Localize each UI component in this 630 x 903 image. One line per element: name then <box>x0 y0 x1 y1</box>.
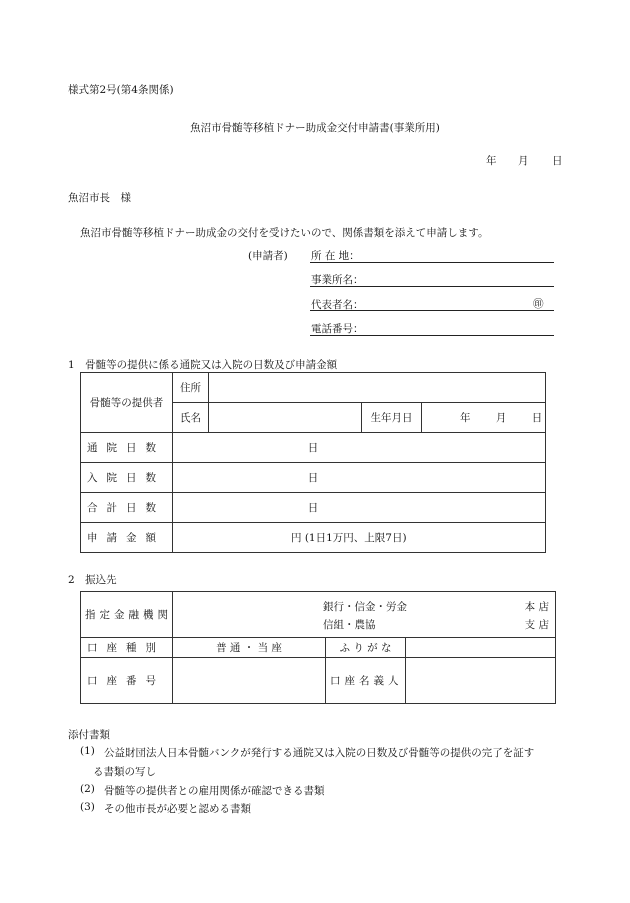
phone-field[interactable] <box>310 335 554 336</box>
address-label: 所 在 地： <box>311 250 360 262</box>
account-holder-label: 口座名義人 <box>326 658 406 704</box>
donor-table <box>80 372 546 553</box>
requested-amount-label: 申請金額 <box>81 523 173 553</box>
donor-name-cell[interactable] <box>209 403 362 433</box>
attachment-3-text: その他市長が必要と認める書類 <box>104 803 251 815</box>
account-type-cell[interactable]: 普 通 ・ 当 座 <box>173 638 326 658</box>
representative-label: 代表者名： <box>311 299 364 311</box>
furigana-cell[interactable] <box>406 638 556 658</box>
account-number-cell[interactable] <box>173 658 326 704</box>
birth-day: 日 <box>531 412 543 424</box>
section2-heading: 2 振込先 <box>68 574 117 586</box>
total-days-cell[interactable]: 日 <box>173 493 546 523</box>
representative-field[interactable] <box>310 310 554 311</box>
account-number-label: 口座番号 <box>81 658 173 704</box>
addressee: 魚沼市長 様 <box>68 192 131 204</box>
attachment-1-num: (1) <box>80 745 95 757</box>
form-number: 様式第2号(第4条関係) <box>68 84 174 96</box>
date-month[interactable]: 月 <box>518 155 529 167</box>
attachment-2-text: 骨髄等の提供者との雇用関係が確認できる書類 <box>104 785 325 797</box>
address-field[interactable] <box>310 262 554 263</box>
applicant-label: (申請者) <box>248 250 288 262</box>
birth-month: 月 <box>495 412 507 424</box>
date-day[interactable]: 日 <box>552 155 563 167</box>
birth-date-cell[interactable] <box>422 403 546 433</box>
attachment-1-text: 公益財団法人日本骨髄バンクが発行する通院又は入院の日数及び骨髄等の提供の完了を証す <box>104 747 535 759</box>
attachment-1-cont: る書類の写し <box>93 766 156 778</box>
bank-name-cell[interactable] <box>173 592 556 638</box>
seal-mark: ㊞ <box>533 298 544 310</box>
head-office-label: 本 店 <box>524 601 550 613</box>
office-label: 事業所名： <box>311 274 364 286</box>
requested-amount-cell[interactable]: 円 (1日1万円、上限7日) <box>173 523 546 553</box>
donor-address-cell[interactable] <box>209 373 546 403</box>
birth-label: 生年月日 <box>362 403 422 433</box>
donor-label: 骨髄等の提供者 <box>81 373 173 433</box>
document-title: 魚沼市骨髄等移植ドナー助成金交付申請書(事業所用) <box>190 122 440 134</box>
furigana-label: ふ り が な <box>326 638 406 658</box>
attachment-3-num: (3) <box>80 801 95 813</box>
intro-text: 魚沼市骨髄等移植ドナー助成金の交付を受けたいので、関係書類を添えて申請します。 <box>80 227 489 239</box>
bank-types-line1: 銀行・信金・労金 <box>323 601 407 613</box>
account-type-label: 口座種別 <box>81 638 173 658</box>
inpatient-days-label: 入院日数 <box>81 463 173 493</box>
office-field[interactable] <box>310 286 554 287</box>
branch-label: 支 店 <box>524 619 550 631</box>
total-days-label: 合計日数 <box>81 493 173 523</box>
birth-year: 年 <box>460 412 471 424</box>
name-cell-label: 氏名 <box>173 403 209 433</box>
address-cell-label: 住所 <box>173 373 209 403</box>
inpatient-days-cell[interactable]: 日 <box>173 463 546 493</box>
bank-label: 指定金融機関 <box>81 592 173 638</box>
outpatient-days-cell[interactable]: 日 <box>173 433 546 463</box>
section1-heading: 1 骨髄等の提供に係る通院又は入院の日数及び申請金額 <box>68 359 338 371</box>
bank-table <box>80 591 556 704</box>
account-holder-cell[interactable] <box>406 658 556 704</box>
phone-label: 電話番号： <box>311 323 364 335</box>
attachments-heading: 添付書類 <box>68 729 110 741</box>
date-year[interactable]: 年 <box>486 155 497 167</box>
bank-types-line2: 信組・農協 <box>323 619 376 631</box>
outpatient-days-label: 通院日数 <box>81 433 173 463</box>
attachment-2-num: (2) <box>80 783 95 795</box>
